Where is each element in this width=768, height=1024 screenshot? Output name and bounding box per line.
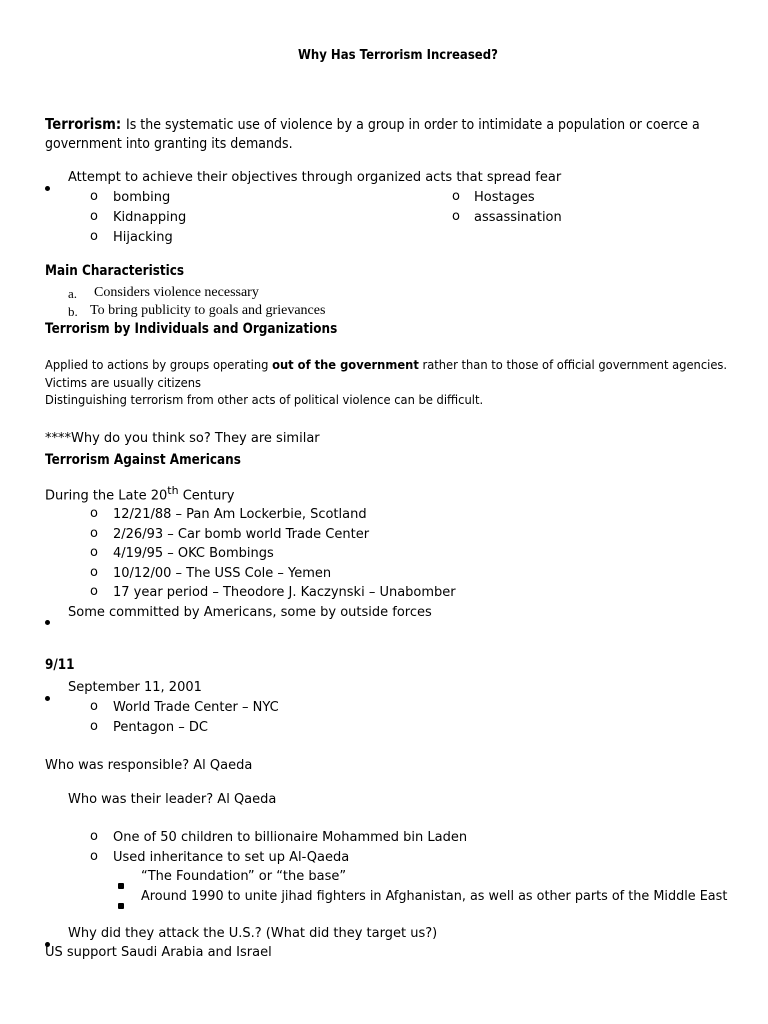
date-bullet-text: September 11, 2001 [68,680,202,695]
circle-bullet-icon: o [90,526,98,541]
bullet-icon [45,610,50,629]
site-item: World Trade Center – NYC [113,700,279,715]
site-item: Pentagon – DC [113,720,208,735]
circle-bullet-icon: o [90,849,98,864]
sub-item: “The Foundation” or “the base” [141,869,347,884]
bullet-fear-text: Attempt to achieve their objectives through organized acts that spread fear [68,170,562,185]
individuals-text: Applied to actions by groups operating [45,357,273,372]
support-line: US support Saudi Arabia and Israel [45,945,272,960]
leader-line: Who was their leader? Al Qaeda [68,792,277,807]
circle-bullet-icon: o [90,209,98,224]
americans-bullet-text: Some committed by Americans, some by outside forces [68,605,432,620]
list-marker: b. [68,304,78,319]
nine-eleven-heading: 9/11 [45,657,75,673]
page-title: Why Has Terrorism Increased? [298,48,498,63]
leader-item: Used inheritance to set up Al-Qaeda [113,850,350,865]
intro-text: During the Late 20 [45,488,168,504]
leader-item: One of 50 children to billionaire Mohammed bin Laden [113,830,468,845]
event-item: 17 year period – Theodore J. Kaczynski – Unabomber [113,585,456,600]
circle-bullet-icon: o [90,565,98,580]
bullet-icon [45,176,50,195]
individuals-line-2: Victims are usually citizens [45,375,202,390]
individuals-text: rather than to those of official government agencies. [418,357,728,372]
circle-bullet-icon: o [452,189,460,204]
square-bullet-icon [118,894,124,913]
individuals-line-1 [45,357,727,372]
individuals-bold-text: out of the government [272,357,419,372]
definition-text-2: government into granting its demands. [45,136,293,152]
definition-text-1: Is the systematic use of violence by a group in order to intimidate a population or coerce a [125,117,700,133]
bullet-icon [45,686,50,705]
individuals-heading: Terrorism by Individuals and Organizations [45,321,338,337]
responsible-line: Who was responsible? Al Qaeda [45,758,253,773]
circle-bullet-icon: o [90,719,98,734]
definition-line-1 [45,115,763,133]
characteristic-item: To bring publicity to goals and grievances [90,303,326,318]
event-item: 2/26/93 – Car bomb world Trade Center [113,527,370,542]
circle-bullet-icon: o [90,829,98,844]
square-bullet-icon [118,874,124,893]
event-item: 4/19/95 – OKC Bombings [113,546,274,561]
fear-item: Hijacking [113,230,173,245]
why-bullet-text: Why did they attack the U.S.? (What did they target us?) [68,926,438,941]
circle-bullet-icon: o [90,545,98,560]
list-marker: a. [68,286,78,301]
fear-item: assassination [474,210,562,225]
circle-bullet-icon: o [90,584,98,599]
intro-text: Century [178,488,235,504]
circle-bullet-icon: o [90,699,98,714]
circle-bullet-icon: o [452,209,460,224]
event-item: 10/12/00 – The USS Cole – Yemen [113,566,332,581]
intro-superscript: th [167,484,179,497]
question-line: ****Why do you think so? They are similar [45,431,320,446]
americans-intro [45,484,234,503]
sub-item: Around 1990 to unite jihad fighters in Afghanistan, as well as other parts of the Middle East [141,889,728,904]
circle-bullet-icon: o [90,229,98,244]
fear-item: bombing [113,190,171,205]
circle-bullet-icon: o [90,506,98,521]
definition-term: Terrorism: [45,115,122,133]
circle-bullet-icon: o [90,189,98,204]
main-characteristics-heading: Main Characteristics [45,263,185,279]
characteristic-item: Considers violence necessary [94,285,259,300]
event-item: 12/21/88 – Pan Am Lockerbie, Scotland [113,507,367,522]
americans-heading: Terrorism Against Americans [45,452,241,468]
fear-item: Kidnapping [113,210,187,225]
individuals-line-3: Distinguishing terrorism from other acts of political violence can be difficult. [45,392,484,407]
fear-item: Hostages [474,190,535,205]
